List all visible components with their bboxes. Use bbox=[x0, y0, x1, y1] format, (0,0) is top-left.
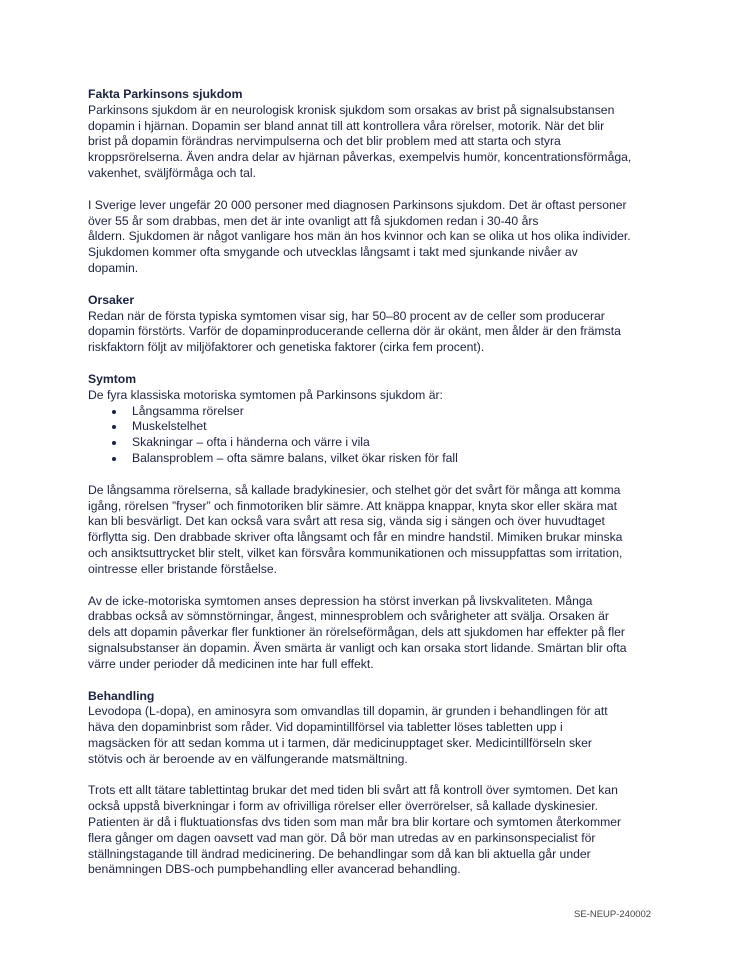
bullet-icon bbox=[112, 457, 116, 461]
text-line: igång, rörelsen ”fryser” och finmotoriken blir sämre. Att knäppa knappar, knyta skor eller skära mat bbox=[88, 498, 618, 513]
text-line: dopamin. bbox=[88, 260, 139, 275]
text-line: drabbas också av sömnstörningar, ångest, minnesproblem och svårigheter att svälja. Orsaken är bbox=[88, 609, 609, 624]
text-line: Trots ett allt tätare tablettintag brukar det med tiden bli svårt att få kontroll över symtomen. Det kan bbox=[88, 783, 618, 798]
list-item bbox=[88, 404, 678, 420]
text-line: dopamin förstörts. Varför de dopaminproducerande cellerna dör är okänt, men ålder är den främsta bbox=[88, 324, 621, 339]
text-line: Av de icke-motoriska symtomen anses depression ha störst inverkan på livskvaliteten. Många bbox=[88, 593, 593, 608]
text-line: benämningen DBS-och pumpbehandling eller avancerad behandling. bbox=[88, 862, 461, 877]
list-item-text: Långsamma rörelser bbox=[132, 403, 244, 418]
text-line: vakenhet, sväljförmåga och tal. bbox=[88, 165, 257, 180]
text-line: ställningstagande till ändrad medicinering. De behandlingar som då kan bli aktuella går under bbox=[88, 846, 591, 861]
paragraph-behandling-levodopa bbox=[88, 704, 678, 767]
list-item-text: Balansproblem – ofta sämre balans, vilket ökar risken för fall bbox=[132, 450, 458, 465]
text-line: ointresse eller bristande förståelse. bbox=[88, 561, 278, 576]
heading-fakta: Fakta Parkinsons sjukdom bbox=[88, 87, 243, 101]
text-line: också uppstå biverkningar i form av ofrivilliga rörelser eller överrörelser, så kallade dyskinesier. bbox=[88, 799, 599, 814]
text-line: flera gånger om dagen oavsett vad man gör. Då bör man utredas av en parkinsonspecialist för bbox=[88, 830, 596, 845]
text-line: och ansiktsuttrycket blir stelt, vilket kan försvåra kommunikationen och missuppfattas som irritation, bbox=[88, 545, 623, 560]
text-line: Patienten är då i fluktuationsfas dvs tiden som man mår bra blir kortare och symtomen återkommer bbox=[88, 815, 622, 830]
text-line: åldern. Sjukdomen är något vanligare hos män än hos kvinnor och kan se olika ut hos olika individer. bbox=[88, 229, 631, 244]
text-line: Parkinsons sjukdom är en neurologisk kronisk sjukdom som orsakas av brist på signalsubstansen bbox=[88, 102, 615, 117]
text-line: över 55 år som drabbas, men det är inte ovanligt att få sjukdomen redan i 30-40 års bbox=[88, 213, 539, 228]
list-item bbox=[88, 435, 678, 451]
paragraph-fakta-intro bbox=[88, 103, 678, 182]
bullet-icon bbox=[112, 441, 116, 445]
symptom-list bbox=[88, 404, 678, 467]
heading-orsaker: Orsaker bbox=[88, 292, 135, 307]
list-item bbox=[88, 419, 678, 435]
text-line: häva den dopaminbrist som råder. Vid dopamintillförsel via tabletter löses tabletten upp i bbox=[88, 720, 563, 735]
text-line: riskfaktorn följt av miljöfaktorer och genetiska faktorer (cirka fem procent). bbox=[88, 340, 485, 355]
text-line: brist på dopamin förändras nervimpulserna och det blir problem med att starta och styra bbox=[88, 134, 561, 149]
heading-behandling: Behandling bbox=[88, 688, 155, 703]
paragraph-behandling-advanced bbox=[88, 783, 678, 878]
text-line: kroppsrörelserna. Även andra delar av hjärnan påverkas, exempelvis humör, koncentrationsförmåga, bbox=[88, 150, 632, 165]
paragraph-fakta-prevalence bbox=[88, 198, 678, 277]
text-line: Levodopa (L-dopa), en aminosyra som omvandlas till dopamin, är grunden i behandlingen för att bbox=[88, 704, 608, 719]
text-line: kan bli besvärligt. Det kan också vara svårt att resa sig, vända sig i sängen och över huvudtaget bbox=[88, 514, 605, 529]
paragraph-symtom-nonmotor bbox=[88, 594, 678, 673]
text-line: dopamin i hjärnan. Dopamin ser bland annat till att kontrollera våra rörelser, motorik. När det blir bbox=[88, 118, 605, 133]
list-item-text: Skakningar – ofta i händerna och värre i vila bbox=[132, 435, 370, 450]
text-line: värre under perioder då medicinen inte har full effekt. bbox=[88, 656, 374, 671]
text-line: förflytta sig. Den drabbade skriver ofta långsamt och får en mindre handstil. Mimiken brukar minska bbox=[88, 530, 623, 545]
bullet-icon bbox=[112, 425, 116, 429]
symtom-intro: De fyra klassiska motoriska symtomen på Parkinsons sjukdom är: bbox=[88, 387, 443, 402]
text-line: magsäcken för att sedan komma ut i tarmen, där medicinupptaget sker. Medicintillförseln sker bbox=[88, 735, 592, 750]
text-line: signalsubstanser än dopamin. Även smärta är vanligt och kan orsaka stort lidande. Smärtan blir ofta bbox=[88, 640, 627, 655]
list-item-text: Muskelstelhet bbox=[132, 419, 207, 434]
document-body bbox=[88, 87, 678, 878]
heading-symtom: Symtom bbox=[88, 371, 137, 386]
text-line: De långsamma rörelserna, så kallade bradykinesier, och stelhet gör det svårt för många att komma bbox=[88, 482, 621, 497]
list-item bbox=[88, 451, 678, 467]
text-line: Sjukdomen kommer ofta smygande och utvecklas långsamt i takt med sjunkande nivåer av bbox=[88, 245, 578, 260]
bullet-icon bbox=[112, 410, 116, 414]
text-line: Redan när de första typiska symtomen visar sig, har 50–80 procent av de celler som producerar bbox=[88, 308, 605, 323]
text-line: I Sverige lever ungefär 20 000 personer med diagnosen Parkinsons sjukdom. Det är oftast personer bbox=[88, 197, 627, 212]
text-line: stötvis och är beroende av en välfungerande matsmältning. bbox=[88, 751, 408, 766]
paragraph-orsaker bbox=[88, 309, 678, 356]
document-code: SE-NEUP-240002 bbox=[574, 909, 652, 920]
text-line: dels att dopamin påverkar fler funktioner än rörelseförmågan, dels att sjukdomen har effekter på fler bbox=[88, 625, 625, 640]
paragraph-symtom-motor bbox=[88, 483, 678, 578]
